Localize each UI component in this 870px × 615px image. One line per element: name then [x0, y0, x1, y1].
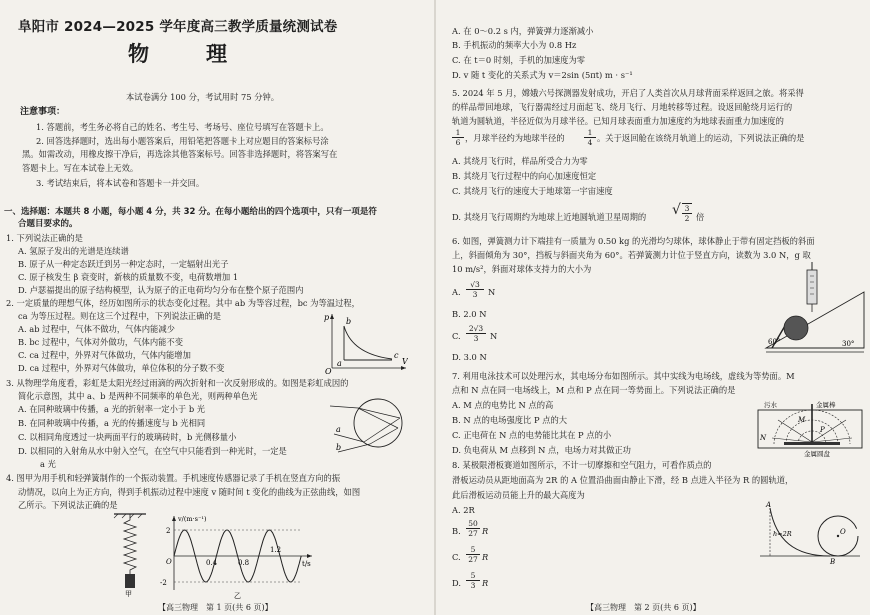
angle-label-60: 60° — [768, 338, 781, 346]
option-label: B. — [452, 526, 461, 536]
option: C. 其绕月飞行的速度大于地球第一宇宙速度 — [452, 186, 613, 196]
electrophoresis-diagram — [754, 398, 866, 460]
question-stem: 3. 从物理学角度看，彩虹是太阳光经过雨滴的两次折射和一次反射形成的。如图是彩虹成因的 — [6, 378, 349, 388]
notes-heading: 注意事项： — [20, 107, 66, 117]
origin-label: O — [325, 367, 332, 374]
option-label: C. — [452, 552, 461, 562]
question-stem: 简化示意图，其中 a、b 是两种不同频率的单色光，则两种单色光 — [18, 391, 258, 401]
fig-label-jia: 甲 — [125, 590, 132, 597]
point-label-a: a — [337, 359, 342, 368]
question-stem: 上，斜面倾角为 30°，挡板与斜面夹角为 60°。若弹簧测力计位于竖直方向，读数为 3.0 N，g 取 — [452, 250, 811, 260]
option: B. 手机振动的频率大小为 0.8 Hz — [452, 40, 577, 50]
fraction-one-quarter — [584, 128, 596, 147]
option: C. 正电荷在 N 点的电势能比其在 P 点的小 — [452, 430, 612, 440]
question-stem: 6. 如图，弹簧测力计下端挂有一质量为 0.50 kg 的光滑均匀球体，球体静止于带有固定挡板的斜面 — [452, 236, 815, 246]
question-stem: ca 为等压过程。则在这三个过程中，下列说法正确的是 — [18, 311, 222, 321]
note-line: 黑。如需改动，用橡皮擦干净后，再选涂其他答案标号。回答非选择题时，将答案写在 — [22, 149, 338, 159]
question-stem: 滑板运动员从距地面高为 2R 的 A 位置沿曲面由静止下滑，经 B 点进入半径为 R 的圆轨道， — [452, 475, 794, 485]
frac-den: 4 — [584, 137, 596, 147]
note-line: 2. 回答选择题时，选出每小题答案后，用铅笔把答题卡上对应题目的答案标号涂 — [36, 136, 329, 146]
frac-num: 5 — [470, 545, 476, 554]
question-stem: 5. 2024 年 5 月，嫦娥六号探测器发射成功，开启了人类首次从月球背面采样返回之旅。将采得 — [452, 88, 804, 98]
velocity-time-graph — [152, 512, 322, 600]
frac-num: 2√3 — [468, 324, 484, 333]
option-d-fraction — [466, 571, 480, 590]
option-label: D. — [452, 578, 461, 588]
option: D. 以相同的入射角从水中射入空气，在空气中只能看到一种光时，一定是 — [18, 446, 287, 456]
question-stem: ，月球半径约为地球半径的 — [465, 133, 565, 143]
option-unit: N — [490, 331, 498, 341]
score-time: 本试卷满分 100 分，考试用时 75 分钟。 — [126, 92, 280, 102]
option: D. 负电荷从 M 点移到 N 点，电场力对其做正功 — [452, 445, 631, 455]
question-stem: 7. 利用电泳技术可以处理污水，其电场分布如图所示。其中实线为电场线，虚线为等势面。M — [452, 371, 795, 381]
option: D. ca 过程中，外界对气体做功，单位体积的分子数不变 — [18, 363, 225, 373]
option: B. 在同种玻璃中传播，a 光的传播速度与 b 光相同 — [18, 418, 206, 428]
frac-den: 27 — [466, 528, 480, 538]
option-label: C. — [452, 331, 461, 341]
question-stem: 4. 图甲为用手机和轻弹簧制作的一个振动装置。手机速度传感器记录了手机在竖直方向的振 — [6, 473, 341, 483]
section-heading: 一、选择题：本题共 8 小题，每小题 4 分，共 32 分。在每小题给出的四个选项中，只有一项是符 — [4, 207, 377, 217]
ray-label-a: a — [336, 425, 341, 434]
frac-num: 1 — [587, 128, 593, 137]
option-a-fraction — [466, 280, 484, 299]
option: D. 其绕月飞行周期约为地球上近地圆轨道卫星周期的 — [452, 212, 647, 222]
frac-num: 5 — [470, 571, 476, 580]
y-tick-2: 2 — [166, 527, 171, 535]
page-footer: 【高三物理 第 2 页(共 6 页)】 — [586, 603, 701, 612]
point-label-p: P — [820, 426, 825, 434]
y-tick-neg2: -2 — [160, 579, 167, 587]
option: A. M 点的电势比 N 点的高 — [452, 400, 554, 410]
point-label-c: c — [394, 351, 399, 360]
root-den: 2 — [682, 213, 692, 223]
subject-title: 物 理 — [128, 42, 245, 66]
question-stem: 此后滑板运动员能上升的最大高度为 — [452, 490, 585, 500]
t-tick: 0.4 — [206, 559, 218, 567]
incline-ball-diagram — [764, 262, 868, 358]
t-tick: 1.2 — [270, 546, 282, 554]
option: C. ca 过程中，外界对气体做功，气体内能增加 — [18, 350, 191, 360]
angle-label-30: 30° — [842, 340, 855, 348]
skate-track-diagram — [754, 500, 866, 564]
option-c-fraction — [466, 545, 480, 564]
question-stem: 的样品带回地球，飞行器需经过月面起飞、绕月飞行、月地转移等过程。设返回舱绕月运行的 — [452, 102, 793, 112]
option: B. N 点的电场强度比 P 点的大 — [452, 415, 568, 425]
option: D. v 随 t 变化的关系式为 v＝2sin (5πt) m · s⁻¹ — [452, 70, 633, 80]
option-unit: N — [488, 287, 496, 297]
question-stem: 1. 下列说法正确的是 — [6, 233, 83, 243]
option: B. 原子从一种定态跃迁到另一种定态时，一定辐射出光子 — [18, 259, 229, 269]
option: A. ab 过程中，气体不做功，气体内能减少 — [18, 324, 175, 334]
frac-den: 3 — [466, 580, 480, 590]
label-water: 污水 — [764, 401, 777, 409]
axis-label-p: p — [324, 313, 330, 322]
option: D. 3.0 N — [452, 352, 487, 362]
option-unit: R — [482, 578, 489, 588]
pv-diagram — [322, 312, 408, 374]
question-stem: 动情况，以向上为正方向，得到手机振动过程中速度 v 随时间 t 变化的曲线为正弦曲线，如图 — [18, 487, 361, 497]
frac-den: 3 — [466, 333, 486, 343]
question-stem: 点和 N 点在同一电场线上，M 点和 P 点在同一等势面上。下列说法正确的是 — [452, 385, 736, 395]
spring-phone-device — [110, 512, 150, 597]
fraction-one-sixth — [452, 128, 464, 147]
center-label-o: O — [840, 528, 846, 536]
right-page: A. 在 0～0.2 s 内，弹簧弹力逐渐减小 B. 手机振动的频率大小为 0.8 Hz C. 在 t＝0 时刻，手机的加速度为零 D. v 随 t 变化的关系式为 v＝2sin (5πt) m · s⁻¹ 5. 2024 年 5 月，嫦娥六号探测器发射成功，开启了人类首次从月球背面采样返回之旅。将采得 的样品带回地球，飞行器需经过月面起飞、绕月飞行、月地转移等过程。设返回舱绕月运行的 轨道为圆轨道，半径近似为月球半径。已知月球表面重力加速度约为地球表面重力加速度的 $\frac{1}{6}$ ，月球半径约为地球半径的 $\frac{1}{4}$ 。关于返回舱在该绕月轨道上的运动，下列说法正确的是 A. 其绕月飞行时，样品所受合力为零 B. 其绕月飞行过程中的向心加速度恒定 C. 其绕月飞行的速度大于地球第一宇宙速度 D. 其绕月飞行周期约为地球上近地圆轨道卫星周期的 √ $\frac{3}{2}$ 倍 6. 如图，弹簧测力计下端挂有一质量为 0.50 kg 的光滑均匀球体，球体静止于带有固定挡板的斜面 上，斜面倾角为 30°，挡板与斜面夹角为 60°。若弹簧测力计位于竖直方向，读数为 3.0 N，g 取 10 m/s²，斜面对球体支持力的大小为 A. $\frac{√3}{3}$ N B. 2.0 N C. $\frac{2√3}{3}$ N D. 3.0 N 60° 30° 7. 利用电泳技术可以处理污水，其电场分布如图所示。其中实线为电场线，虚线为等势面。M 点和 N 点在同一电场线上，M 点和 P 点在同一等势面上。下列说法正确的是 A. M 点的电势比 N 点的高 B. N 点的电场强度比 P 点的大 C. 正电荷在 N 点的电势能比其在 P 点的小 D. 负电荷从 M 点移到 N 点，电场力对其做正功 污水 金属棒 金属圆盘 M N P 8. 某极限滑板赛道如图所示，不计一切摩擦和空气阻力，可看作质点的 滑板运动员从距地面高为 2R 的 A 位置沿曲面由静止下滑，经 B 点进入半径为 R 的圆轨道， 此后滑板运动员能上升的最大高度为 A. 2R B. $\frac{50}{27}$ R C. $\frac{5}{27}$ R D. $\frac{5}{3}$ R A B O h=2R 【高三物理 第 2 页(共 6 页)】 — [436, 0, 870, 615]
option: D. 卢瑟福提出的原子结构模型，认为原子的正电荷均匀分布在整个原子范围内 — [18, 285, 304, 295]
frac-den: 3 — [466, 289, 484, 299]
frac-num: √3 — [470, 280, 480, 289]
point-label-a: A — [766, 501, 772, 509]
ray-label-b: b — [336, 443, 342, 452]
option: A. 在同种玻璃中传播，a 光的折射率一定小于 b 光 — [18, 404, 206, 414]
label-metal-disk: 金属圆盘 — [804, 450, 830, 458]
vel-axis-label: v/(m·s⁻¹) — [178, 515, 207, 523]
question-stem: 轨道为圆轨道，半径近似为月球半径。已知月球表面重力加速度约为地球表面重力加速度的 — [452, 116, 784, 126]
t-tick: 0.8 — [238, 559, 250, 567]
option: B. bc 过程中，气体对外做功，气体内能不变 — [18, 337, 184, 347]
option: B. 2.0 N — [452, 309, 487, 319]
height-label: h=2R — [773, 530, 792, 538]
point-label-n: N — [760, 434, 767, 442]
option-c-fraction — [466, 324, 486, 343]
root-num: 3 — [684, 204, 690, 213]
option: B. 其绕月飞行过程中的向心加速度恒定 — [452, 171, 597, 181]
question-stem: 8. 某极限滑板赛道如图所示，不计一切摩擦和空气阻力，可看作质点的 — [452, 460, 712, 470]
section-heading: 合题目要求的。 — [18, 219, 78, 229]
option: C. 原子核发生 β 衰变时，新核的质量数不变，电荷数增加 1 — [18, 272, 239, 282]
option: A. 其绕月飞行时，样品所受合力为零 — [452, 156, 588, 166]
frac-den: 6 — [452, 137, 464, 147]
question-stem: 10 m/s²，斜面对球体支持力的大小为 — [452, 264, 592, 274]
exam-title: 阜阳市 2024—2025 学年度高三教学质量统测试卷 — [18, 19, 338, 35]
note-line: 3. 考试结束后，将本试卷和答题卡一并交回。 — [36, 178, 205, 188]
option-b-fraction — [466, 519, 480, 538]
question-stem: 乙所示。下列说法正确的是 — [18, 500, 118, 510]
option-unit: R — [482, 552, 489, 562]
question-stem: 2. 一定质量的理想气体，经历如图所示的状态变化过程。其中 ab 为等容过程，bc 为等温过程， — [6, 298, 360, 308]
point-label-m: M — [798, 416, 806, 424]
note-line: 答题卡上。写在本试卷上无效。 — [22, 163, 139, 173]
note-line: 1. 答题前，考生务必将自己的姓名、考生号、考场号、座位号填写在答题卡上。 — [36, 122, 329, 132]
question-stem: 。关于返回舱在该绕月轨道上的运动，下列说法正确的是 — [597, 133, 805, 143]
option: C. 在 t＝0 时刻，手机的加速度为零 — [452, 55, 586, 65]
frac-den: 27 — [466, 554, 480, 564]
point-label-b: b — [346, 317, 352, 326]
option: a 光 — [40, 459, 56, 469]
option: C. 以相同角度透过一块两面平行的玻璃砖时，b 光侧移量小 — [18, 432, 237, 442]
time-axis-label: t/s — [302, 560, 311, 568]
label-metal-rod: 金属棒 — [816, 401, 836, 409]
option: A. 氢原子发出的光谱是连续谱 — [18, 246, 129, 256]
point-label-b: B — [830, 558, 836, 564]
rainbow-droplet-diagram — [328, 390, 428, 456]
frac-num: 50 — [468, 519, 478, 528]
option-label: A. — [452, 287, 461, 297]
origin-label: O — [166, 558, 172, 566]
option: A. 2R — [452, 505, 475, 515]
option-unit: R — [482, 526, 489, 536]
page-footer: 【高三物理 第 1 页(共 6 页)】 — [158, 603, 273, 612]
fig-label-yi: 乙 — [234, 592, 241, 600]
option-suffix: 倍 — [696, 212, 705, 222]
axis-label-v: V — [402, 357, 408, 366]
option: A. 在 0～0.2 s 内，弹簧弹力逐渐减小 — [452, 26, 594, 36]
frac-num: 1 — [455, 128, 461, 137]
